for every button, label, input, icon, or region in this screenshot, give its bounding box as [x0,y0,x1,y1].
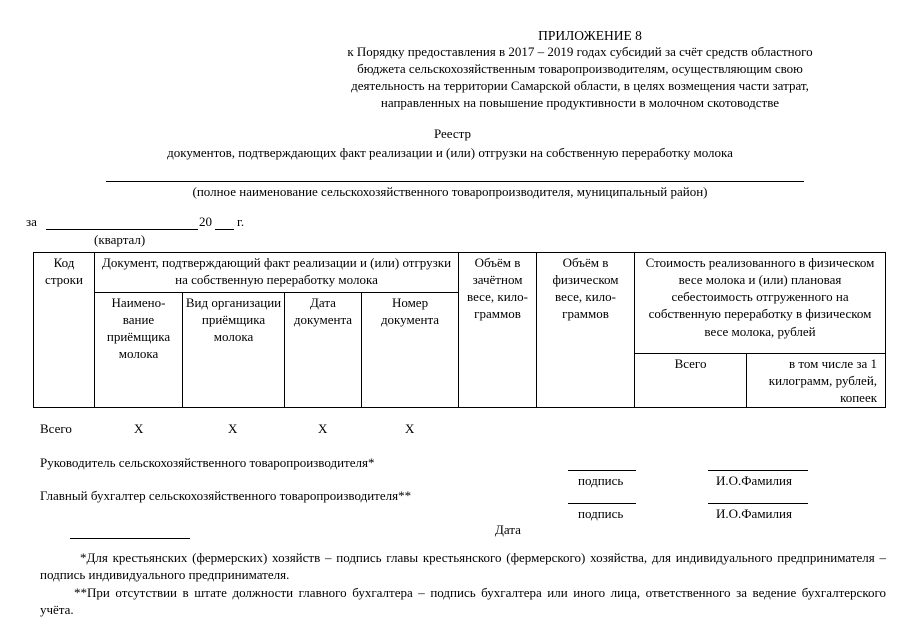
header-cost-total: Всего [635,354,747,408]
quarter-line [46,229,198,230]
head-signature-caption: подпись [578,473,624,488]
footnote-2: **При отсутствии в штате должности главного бухгалтера – подпись бухгалтера или иного лица, ответственного за ведение бухгалтерского учёта. [40,585,886,617]
accountant-name-line [708,503,808,504]
header-physical-volume: Объём в физическом весе, кило-граммов [537,253,635,408]
totals-label: Всего [40,421,72,436]
header-receiver-name: Наимено-вание приёмщика молока [95,293,183,408]
period-caption: (квартал) [94,232,146,247]
producer-name-line [106,181,804,182]
period-prefix: за [26,214,37,229]
footnote-separator [70,538,190,539]
header-credit-volume: Объём в зачётном весе, кило-граммов [459,253,537,408]
appendix-line-4: направленных на повышение продуктивности в молочном скотоводстве [380,95,780,110]
register-table [33,252,886,408]
appendix-title: ПРИЛОЖЕНИЕ 8 [538,28,642,43]
header-cost: Стоимость реализованного в физическом весе молока и (или) плановая себестоимость отгруженного на собственную переработку в физическом весе молока, рублей [635,253,886,354]
date-label: Дата [495,522,521,537]
totals-mark-1: Х [134,421,144,436]
appendix-line-2: бюджета сельскохозяйственным товаропроизводителям, осуществляющим свою [357,61,803,76]
header-code: Код строки [34,253,95,408]
header-doc-date: Дата документа [285,293,362,408]
head-signature-line [568,470,636,471]
head-signature-label: Руководитель сельскохозяйственного товаропроизводителя* [40,455,375,470]
totals-mark-2: Х [228,421,238,436]
header-doc-number: Номер документа [362,293,459,408]
appendix-line-1: к Порядку предоставления в 2017 – 2019 годах субсидий за счёт средств областного [347,44,813,59]
accountant-name-caption: И.О.Фамилия [716,506,792,521]
totals-mark-3: Х [318,421,328,436]
register-title: Реестр [433,126,472,141]
appendix-line-3: деятельность на территории Самарской области, в целях возмещения части затрат, [351,78,809,93]
accountant-signature-caption: подпись [578,506,624,521]
period-year: 20 [199,214,212,229]
footnote-1: *Для крестьянских (фермерских) хозяйств – подпись главы крестьянского (фермерского) хозяйства, для индивидуального предпринимателя – подпись индивидуального предпринимателя. [40,550,886,582]
head-name-caption: И.О.Фамилия [716,473,792,488]
producer-caption: (полное наименование сельскохозяйственного товаропроизводителя, муниципальный район) [192,184,708,199]
accountant-signature-label: Главный бухгалтер сельскохозяйственного товаропроизводителя** [40,488,412,503]
head-name-line [708,470,808,471]
totals-mark-4: Х [405,421,415,436]
accountant-signature-line [568,503,636,504]
register-subtitle: документов, подтверждающих факт реализации и (или) отгрузки на собственную переработку молока [167,145,733,160]
year-line [215,229,234,230]
header-document: Документ, подтверждающий факт реализации и (или) отгрузки на собственную переработку молока [95,253,459,293]
header-cost-per-kg: в том числе за 1 килограмм, рублей, копеек [747,354,886,408]
period-suffix: г. [237,214,245,229]
header-org-type: Вид организации приёмщика молока [183,293,285,408]
